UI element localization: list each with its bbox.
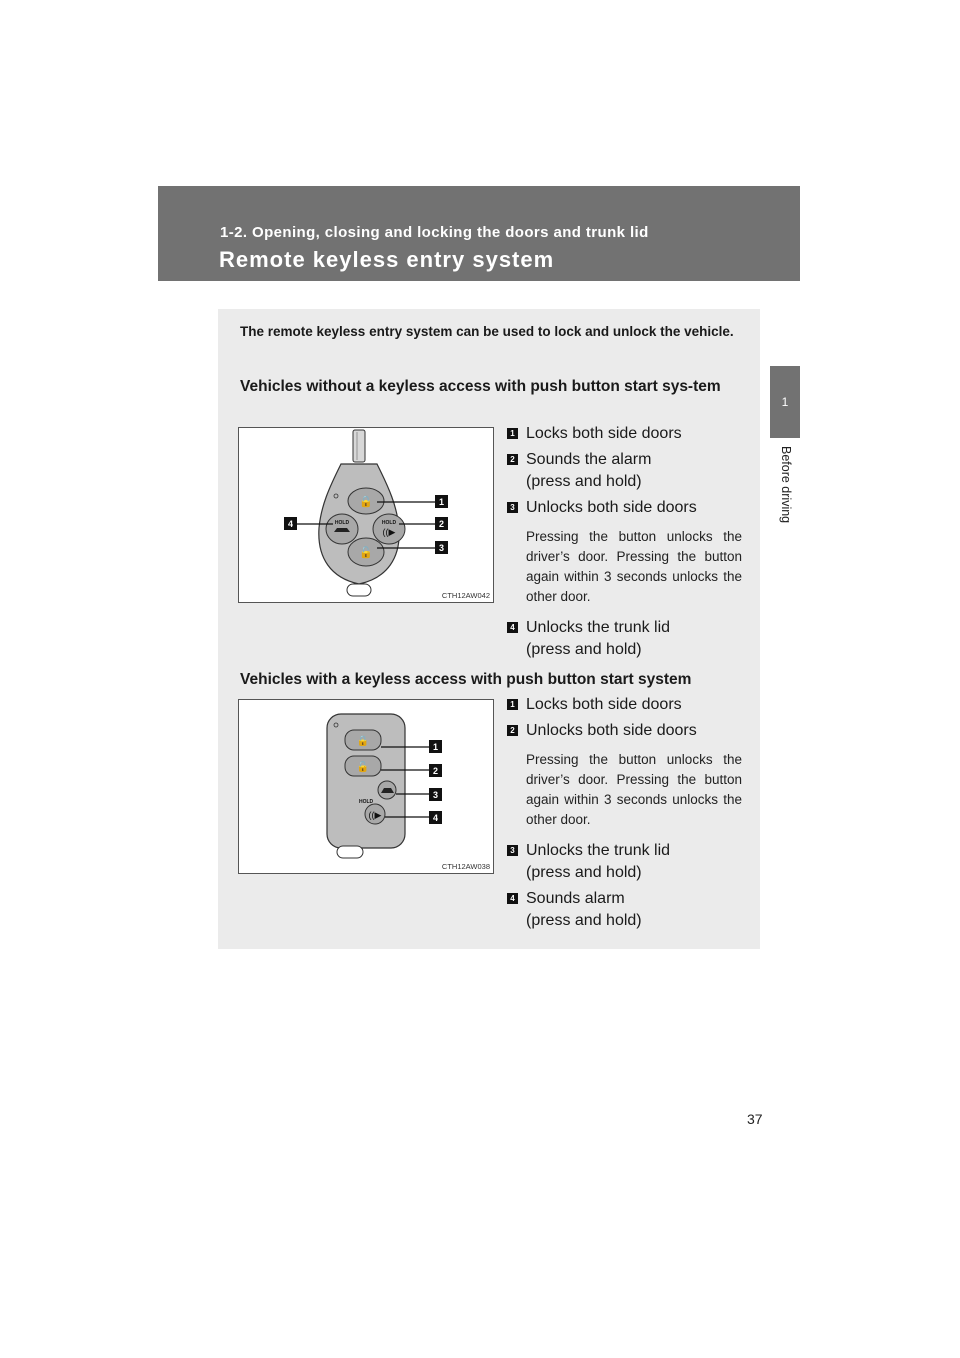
hold-right-text: HOLD	[381, 520, 397, 526]
svg-text:((▶: ((▶	[382, 527, 396, 537]
item-number-badge: 4	[507, 893, 518, 904]
chapter-header	[158, 186, 800, 281]
page-number: 37	[747, 1111, 763, 1127]
svg-text:🔓: 🔓	[356, 762, 370, 773]
item-number-badge: 3	[507, 845, 518, 856]
chapter-name: Before driving	[779, 446, 793, 524]
list-item	[504, 720, 742, 830]
content-panel	[218, 309, 760, 949]
item-sublabel: (press and hold)	[526, 641, 642, 658]
item-label: Locks both side doors	[526, 696, 682, 713]
page-title: Remote keyless entry system	[219, 247, 555, 272]
item-number-badge: 3	[507, 502, 518, 513]
smart-key-illustration	[239, 700, 493, 873]
item-sublabel: (press and hold)	[526, 912, 642, 929]
figure-key-remote	[238, 427, 494, 603]
chapter-tab-number: 1	[781, 395, 789, 409]
hold-text: HOLD	[359, 799, 374, 805]
section2-list	[504, 694, 742, 932]
item-number-badge: 2	[507, 725, 518, 736]
item-sublabel: (press and hold)	[526, 864, 642, 881]
svg-text:((▶: ((▶	[368, 810, 382, 820]
section-title: 1-2. Opening, closing and locking the doors and trunk lid	[220, 224, 649, 241]
list-item	[504, 497, 742, 607]
figure-code: CTH12AW038	[441, 862, 490, 871]
svg-text:🔒: 🔒	[359, 495, 373, 508]
section1-heading: Vehicles without a keyless access with push button start sys-tem	[240, 378, 721, 395]
list-item	[504, 888, 742, 932]
list-item	[504, 694, 742, 716]
item-number-badge: 2	[507, 454, 518, 465]
callout-2: 2	[438, 519, 445, 529]
svg-text:🔓: 🔓	[359, 547, 373, 559]
list-item	[504, 423, 742, 445]
callout-1: 1	[438, 497, 445, 507]
item-label: Sounds the alarm	[526, 451, 652, 468]
svg-text:🔒: 🔒	[356, 736, 370, 747]
key-remote-illustration	[239, 428, 493, 602]
list-item	[504, 617, 742, 661]
callout-4: 4	[287, 519, 294, 529]
chapter-tab	[770, 366, 800, 438]
section1-list	[504, 423, 742, 661]
item-label: Unlocks the trunk lid	[526, 842, 671, 859]
item-sublabel: (press and hold)	[526, 473, 642, 490]
callout-3: 3	[438, 543, 445, 553]
item-label: Unlocks both side doors	[526, 722, 697, 739]
section2-heading: Vehicles with a keyless access with push button start system	[240, 671, 692, 688]
callout-4: 4	[432, 813, 439, 823]
callout-3: 3	[432, 790, 439, 800]
figure-code: CTH12AW042	[441, 591, 490, 600]
item-number-badge: 4	[507, 622, 518, 633]
item-note: Pressing the button unlocks the driver’s door. Pressing the button again within 3 seconds unlocks the other door.	[526, 752, 742, 827]
item-label: Locks both side doors	[526, 425, 682, 442]
item-number-badge: 1	[507, 699, 518, 710]
item-note: Pressing the button unlocks the driver’s door. Pressing the button again within 3 seconds unlocks the other door.	[526, 529, 742, 604]
callout-1: 1	[432, 742, 439, 752]
list-item	[504, 449, 742, 493]
item-label: Unlocks both side doors	[526, 499, 697, 516]
item-label: Sounds alarm	[526, 890, 625, 907]
hold-left-text: HOLD	[334, 520, 350, 526]
intro-text: The remote keyless entry system can be used to lock and unlock the vehicle.	[240, 324, 734, 339]
item-number-badge: 1	[507, 428, 518, 439]
figure-smart-key	[238, 699, 494, 874]
callout-2: 2	[432, 766, 439, 776]
list-item	[504, 840, 742, 884]
item-label: Unlocks the trunk lid	[526, 619, 671, 636]
